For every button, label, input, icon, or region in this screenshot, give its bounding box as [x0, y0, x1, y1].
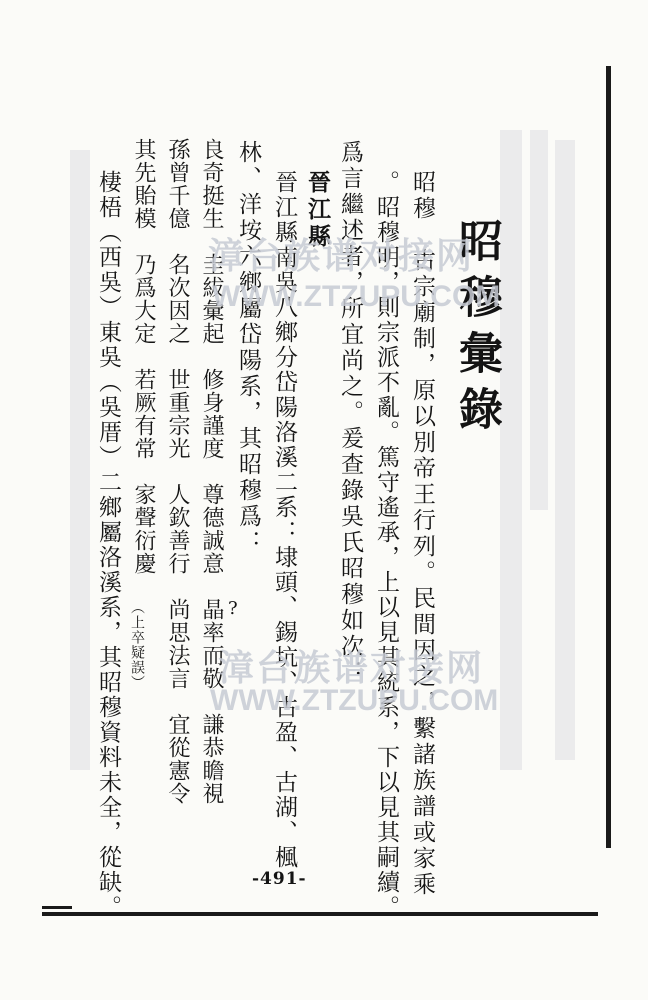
right-border-rule [606, 66, 611, 848]
text-column: 。昭穆明，則宗派不亂。篤守遙承，上以見其統系，下以見其嗣續。 [373, 170, 399, 920]
watermark-url: WWW.ZTZUPU.COM [210, 684, 499, 717]
text-column: 林、洋垵六鄉屬岱陽系，其昭穆爲： [235, 140, 261, 556]
annotation-note: （上卒疑誤） [129, 600, 145, 690]
text-column: 昭穆 古宗廟制，原以別帝王行列。民間因之，繫諸族譜或家乘 [409, 170, 435, 898]
watermark-text: 漳台族谱对接网 [218, 647, 485, 688]
page-number: -491- [252, 869, 307, 889]
page-title: 昭穆彙錄 [451, 218, 502, 442]
bottom-border-rule [42, 912, 598, 916]
question-mark: ? [228, 598, 238, 619]
section-heading: 晉江縣 [304, 170, 331, 251]
bleed-through [70, 150, 90, 770]
bleed-through [530, 130, 548, 510]
watermark-url: WWW.ZTZUPU.COM [212, 280, 501, 313]
genealogy-column: 孫曾千億 名次因之 世重宗光 人欽善行 尚思法言 宜從憲令 [165, 138, 190, 805]
text-column: 晉江縣南吳八鄉分岱陽洛溪二系：埭頭、錫坑、古盈、古湖、楓 [271, 170, 297, 870]
genealogy-column: 其先貽模 乃爲大定 若厥有常 家聲衍慶 [131, 138, 156, 575]
bleed-through [555, 140, 575, 760]
text-column: 爲言繼述者，所宜尚之。爰查錄吳氏昭穆如次： [337, 140, 363, 686]
watermark-text: 漳台族谱对接网 [208, 235, 475, 276]
bottom-rule-tick [42, 906, 72, 909]
text-column: 棲梧（西吳）東吳（吳厝）二鄉屬洛溪系，其昭穆資料未全，從缺。 [95, 170, 121, 920]
genealogy-column: 良奇挺生 圭紱彙起 修身謹度 尊德誠意 晶率而敬 謙恭瞻視 [199, 138, 224, 805]
bleed-through [500, 130, 522, 770]
